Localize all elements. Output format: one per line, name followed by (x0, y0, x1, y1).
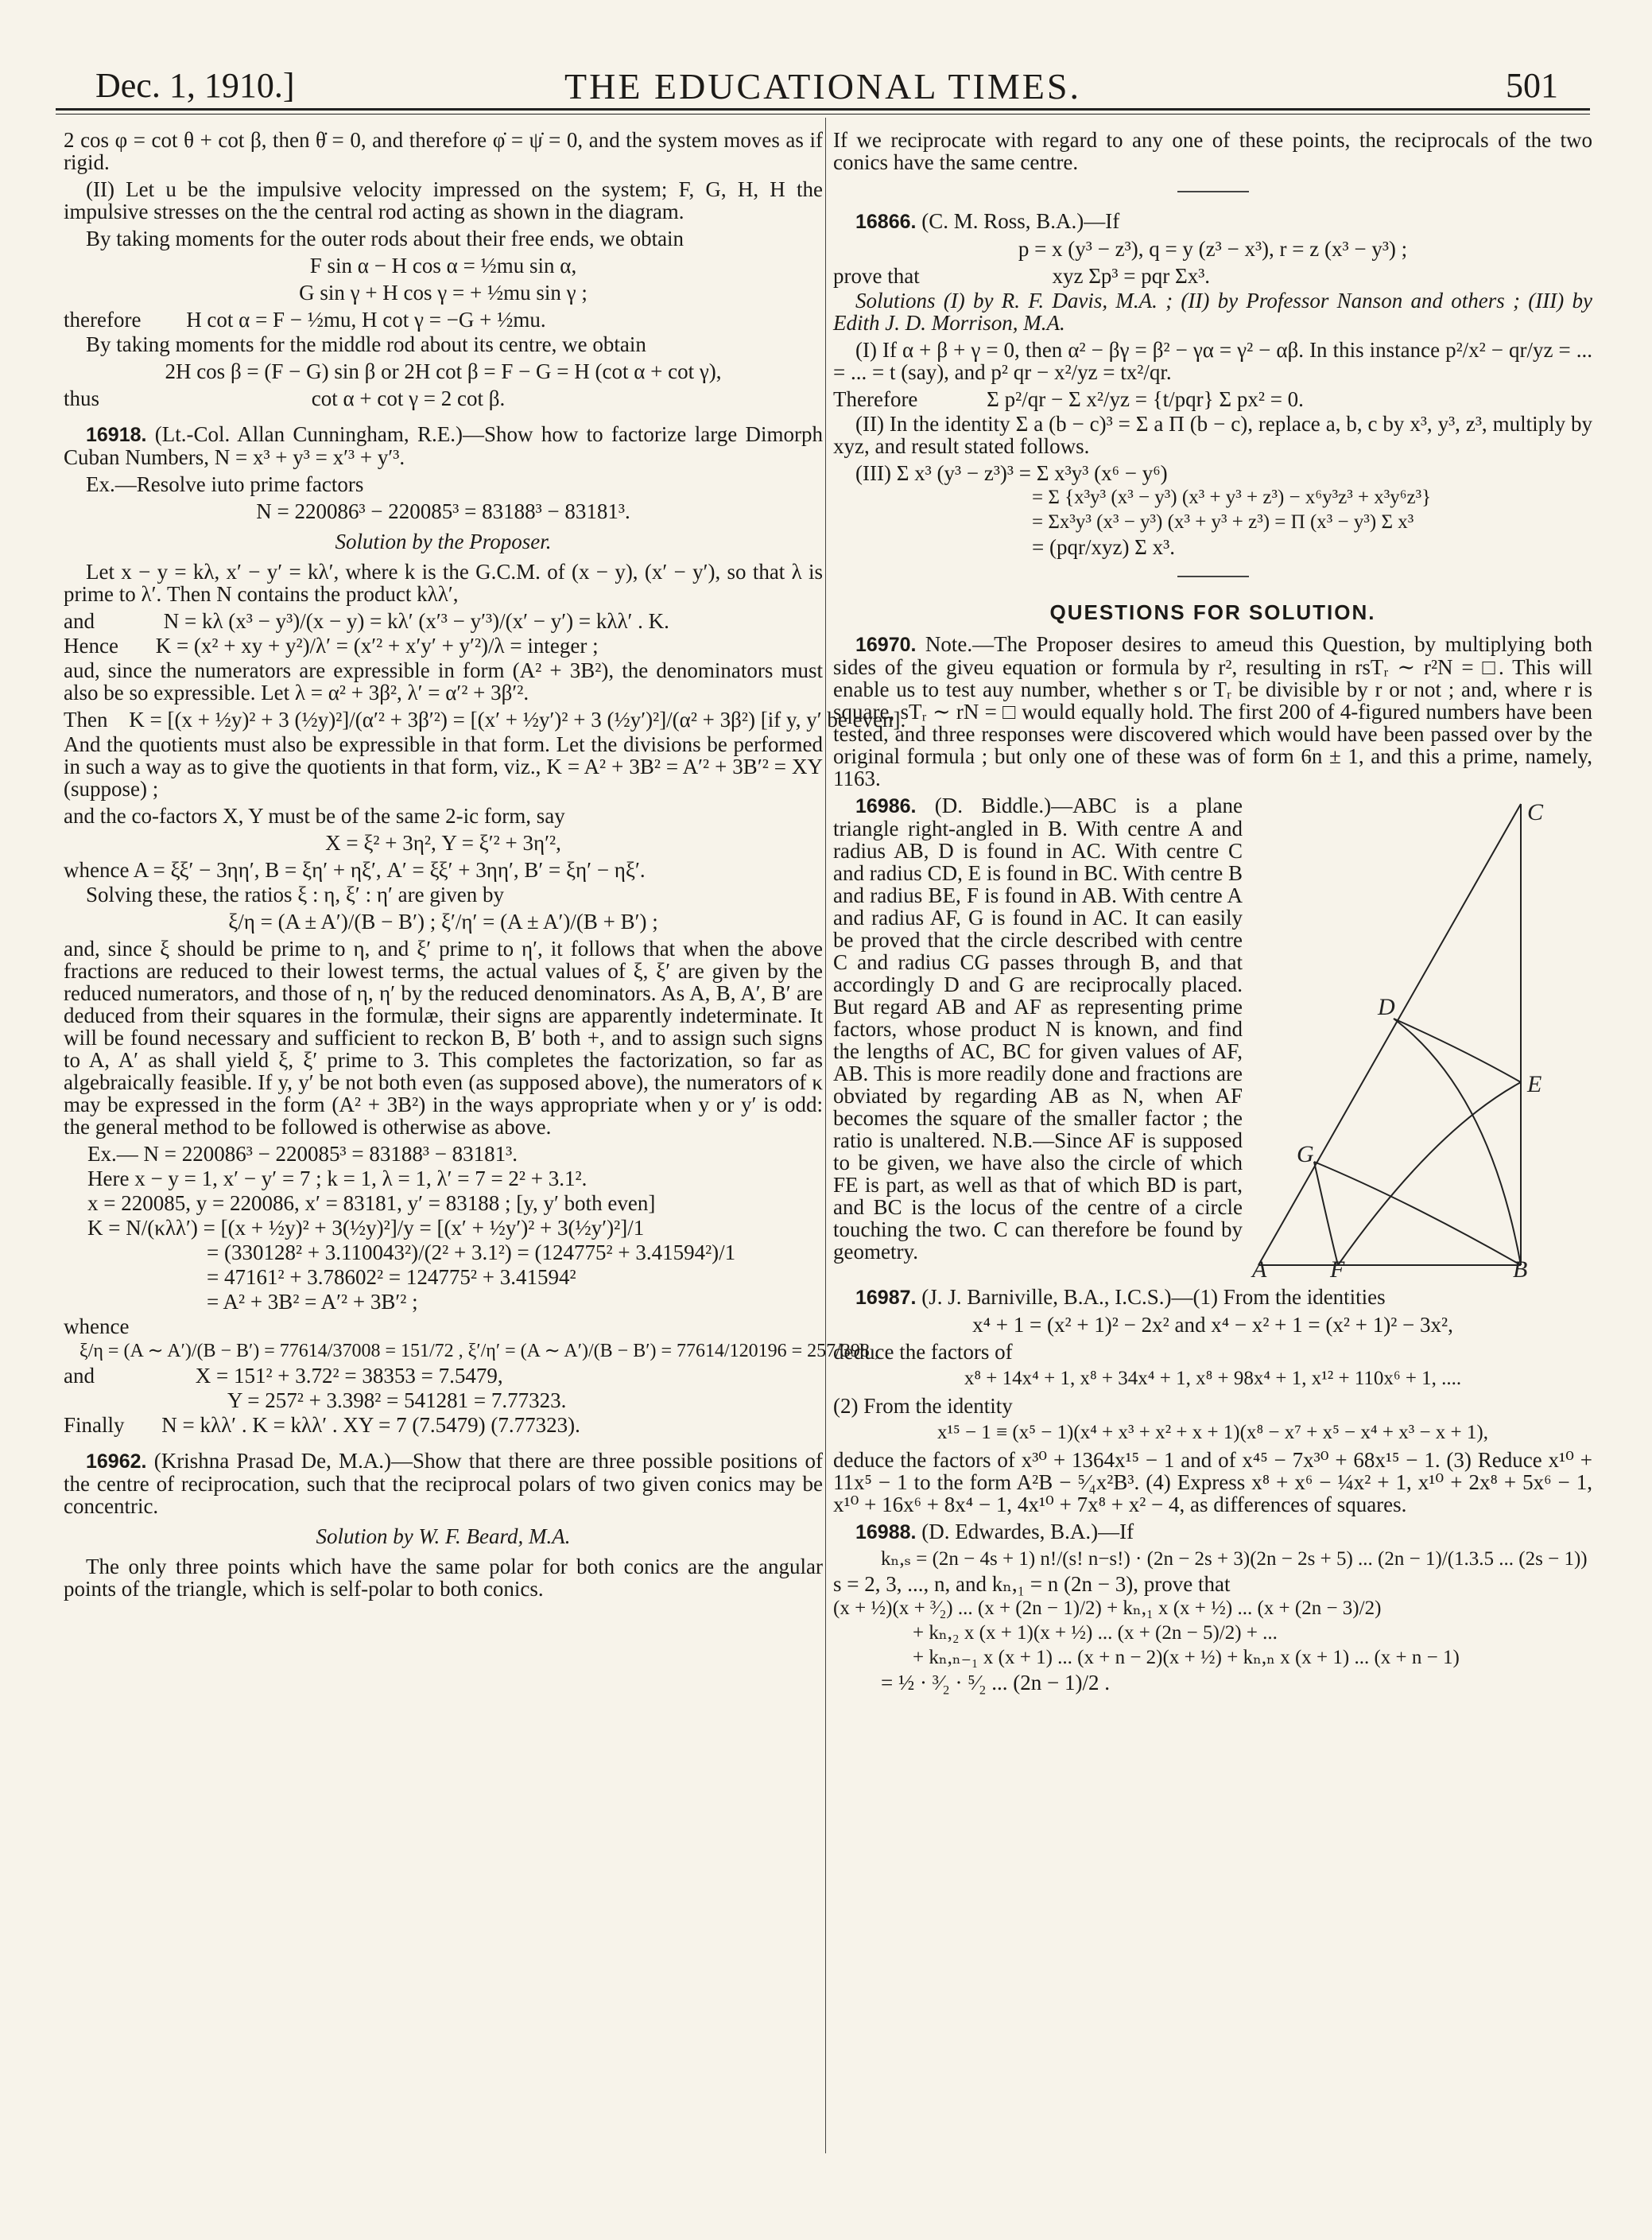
equation: N = kλ (x³ − y³)/(x − y) = kλ′ (x′³ − y′³)/(x′ − y′) = kλλ′ . K. (163, 609, 669, 633)
header-rule (56, 108, 1590, 111)
question-number: 16962. (86, 1450, 147, 1473)
equation-line (64, 610, 823, 632)
equation: X = 151² + 3.72² = 38353 = 7.5479, (195, 1364, 503, 1388)
equation: whence A = ξξ′ − 3ηη′, B = ξη′ + ηξ′, A′ = ξξ′ + 3ηη′, B′ = ξη′ − ηξ′. (64, 858, 646, 882)
paragraph: and the co-factors X, Y must be of the same 2-ic form, say (64, 804, 565, 828)
equation: Y = 257² + 3.398² = 541281 = 7.77323. (227, 1388, 567, 1412)
column-divider (825, 118, 826, 2153)
equation: x = 220085, y = 220086, x′ = 83181, y′ = 83188 ; [y, y′ both even] (87, 1191, 656, 1215)
question-text: (J. J. Barniville, B.A., I.C.S.)—(1) From the identities (921, 1285, 1386, 1309)
label: and (64, 609, 95, 633)
label-e: E (1527, 1071, 1542, 1097)
solution-heading: Solution by the Proposer. (335, 530, 552, 553)
paragraph: (I) If α + β + γ = 0, then α² − βγ = β² − γα = γ² − αβ. In this instance p²/x² − qr/yz = ... = ... = t (say), and p² qr − x²/yz = tx²/qr. (833, 338, 1592, 384)
equation: ξ/η = (A ± A′)/(B − B′) ; ξ′/η′ = (A ± A′)/(B + B′) ; (228, 910, 658, 934)
question-text: Note.—The Proposer desires to ameud this Question, by multiplying both sides of the giveu equation or formula by r², resulting in rsTᵣ ∼ r²N = □. This will enable us to test auy number, whether s or Tᵣ be divisible by r or not ; and, where r is square, sTᵣ ∼ rN = □ would equally hold. The first 200 of 4-figured numbers have been tested, and three responses were discovered which would have been passed over by the original formula ; but only one of these was of form 6n ± 1, and this a prime, namely, 1163. (833, 632, 1592, 790)
right-column (833, 129, 1592, 1696)
equation: H cot α = F − ½mu, H cot γ = −G + ½mu. (186, 308, 546, 332)
paragraph: By taking moments for the middle rod about its centre, we obtain (86, 332, 646, 356)
triangle-figure (1251, 794, 1592, 1281)
question-text: (C. M. Ross, B.A.)—If (921, 209, 1120, 233)
equation: = Σx³y³ (x³ − y³) (x³ + y³ + z³) = Π (x³ − y³) Σ x³ (1032, 511, 1414, 533)
question-text: (Lt.-Col. Allan Cunningham, R.E.)—Show how to factorize large Dimorph Cuban Numbers, N = x³ + y³ = x′³ + y′³. (64, 422, 824, 469)
equation: = ½ · ³⁄₂ · ⁵⁄₂ ... (2n − 1)/2 . (881, 1671, 1111, 1695)
arc-gb (1314, 1162, 1521, 1265)
equation: ξ/η = (A ∼ A′)/(B − B′) = 77614/37008 = 151/72 , ξ′/η′ = (A ∼ A′)/(B − B′) = 77614/120196 = 257/398 , (79, 1341, 879, 1361)
solution-heading: Solution by W. F. Beard, M.A. (316, 1524, 571, 1548)
question-text: (D. Biddle.)—ABC is a plane triangle right-angled in B. With centre A and radius AB, D is found in AC. With centre C and radius CD, E is found in BC. With centre B and radius BE, F is found in AB. With centre A and radius AF, G is found in AC. It can easily be proved that the circle described with centre C and radius CG passes through B, and that accordingly D and G are reciprocally placed. But regard AB and AF as representing prime factors, whose product N is known, and find the lengths of AC, BC for given values of AF, AB. This is more readily done and fractions are obviated by regarding AB as N, when AF becomes the square of the smaller factor ; the ratio is unaltered. N.B.—Since AF is supposed to be given, we have also the circle of which FE is part, as well as that of which BD is part, and BC is the locus of the centre of a circle touching the two. C can therefore be found by geometry. (833, 794, 1243, 1264)
question-number: 16918. (86, 424, 147, 446)
question-number: 16988. (855, 1521, 917, 1543)
equation: G sin γ + H cos γ = + ½mu sin γ ; (299, 281, 588, 305)
equation: N = kλλ′ . K = kλλ′ . XY = 7 (7.5479) (7.77323). (161, 1413, 580, 1437)
equation: = (pqr/xyz) Σ x³. (1032, 535, 1175, 559)
label: Hence (64, 634, 118, 658)
question-text: (D. Edwardes, B.A.)—If (921, 1520, 1134, 1543)
equation-line (64, 708, 906, 732)
paragraph: and, since ξ should be prime to η, and ξ′ prime to η′, it follows that when the above fractions are reduced to their lowest terms, the actual values of ξ, ξ′ are given by the reduced numerators, and those of η, η′ by the reduced denominators. As A, B, A′, B′ are deduced from their squares in the formulæ, their signs are apparently indeterminate. It will be found necessary and sufficient to reckon B, B′ both +, and to assign such signs to A, A′ as shall yield ξ, ξ′ prime to 3. This completes the factorization, so far as algebraically feasible. If y, y′ be not both even (as supposed above), the numerators of κ may be expressed in the form (A² + 3B²) in the ways appropriate when y or y′ is odd: the general method to be followed is otherwise as above. (64, 937, 823, 1139)
label: Finally (64, 1413, 125, 1437)
equation-line (64, 635, 823, 657)
equation: Ex.— N = 220086³ − 220085³ = 83188³ − 83181³. (87, 1142, 518, 1166)
label-g: G (1297, 1141, 1314, 1167)
equation-line (64, 1365, 823, 1387)
paragraph: deduce the factors of (833, 1340, 1013, 1364)
equation: + kₙ,ₙ₋₁ x (x + 1) ... (x + n − 2)(x + ½) + kₙ,ₙ x (x + 1) ... (x + n − 1) (913, 1647, 1460, 1668)
equation: Here x − y = 1, x′ − y′ = 7 ; k = 1, λ = 1, λ′ = 7 = 2² + 3.1². (87, 1167, 588, 1190)
page-header (56, 54, 1590, 110)
equation: p = x (y³ − z³), q = y (z³ − x³), r = z (x³ − y³) ; (1018, 237, 1408, 261)
journal-title: THE EDUCATIONAL TIMES. (564, 66, 1081, 107)
arc-ef (1338, 1082, 1521, 1265)
equation-line (64, 1414, 823, 1436)
paragraph: By taking moments for the outer rods about their free ends, we obtain (86, 227, 684, 250)
label: therefore (64, 308, 142, 332)
equation: = 47161² + 3.78602² = 124775² + 3.41594² (207, 1265, 576, 1289)
header-date: Dec. 1, 1910.] (95, 66, 295, 105)
label-d: D (1378, 994, 1395, 1020)
equation: F sin α − H cos α = ½mu sin α, (309, 254, 577, 278)
arc-fg (1314, 1162, 1338, 1265)
question-16988 (833, 1520, 1592, 1543)
question-number: 16970. (855, 634, 917, 656)
equation: = (330128² + 3.110043²)/(2² + 3.1²) = (124775² + 3.41594²)/1 (207, 1240, 736, 1264)
equation: N = 220086³ − 220085³ = 83188³ − 83181³. (256, 499, 630, 523)
section-heading: QUESTIONS FOR SOLUTION. (1049, 600, 1376, 624)
label: and (64, 1364, 95, 1388)
example-line: Ex.—Resolve iuto prime factors (86, 472, 364, 496)
equation: (x + ½)(x + ³⁄₂) ... (x + (2n − 1)/2) + kₙ,₁ x (x + ½) ... (x + (2n − 3)/2) (833, 1598, 1382, 1619)
equation: kₙ,ₛ = (2n − 4s + 1) n!/(s! n−s!) · (2n − 2s + 3)(2n − 2s + 5) ... (2n − 1)/(1.3.5 ... (2s − 1)) (881, 1548, 1588, 1570)
paragraph: And the quotients must also be expressible in that form. Let the divisions be performed in such a way as to give the quotients in that form, viz., K = A² + 3B² = A′² + 3B′² = XY (suppose) ; (64, 732, 823, 801)
label-b: B (1513, 1256, 1528, 1281)
label: Therefore (833, 387, 918, 411)
equation: x¹⁵ − 1 ≡ (x⁵ − 1)(x⁴ + x³ + x² + x + 1)(x⁸ − x⁷ + x⁵ − x⁴ + x³ − x + 1), (937, 1422, 1488, 1443)
equation: s = 2, 3, ..., n, and kₙ,₁ = n (2n − 3), prove that (833, 1572, 1231, 1596)
paragraph: (II) Let u be the impulsive velocity impressed on the system; F, G, H, H the impulsive stresses on the the central rod acting as shown in the diagram. (64, 177, 823, 223)
label: thus (64, 386, 100, 410)
label-f: F (1330, 1256, 1345, 1281)
question-number: 16986. (855, 795, 917, 817)
question-16962 (64, 1450, 823, 1517)
arc-bd (1394, 1019, 1521, 1265)
paragraph: (II) In the identity Σ a (b − c)³ = Σ a Π (b − c), replace a, b, c by x³, y³, z³, multiply by xyz, and result stated follows. (833, 412, 1592, 458)
solutions-credit: Solutions (I) by R. F. Davis, M.A. ; (II) by Professor Nanson and others ; (III) by Edith J. D. Morrison, M.A. (833, 289, 1592, 335)
paragraph: 2 cos φ = cot θ + cot β, then θ̇ = 0, and therefore φ̇ = ψ̇ = 0, and the system moves as if rigid. (64, 128, 823, 174)
paragraph: deduce the factors of x³⁰ + 1364x¹⁵ − 1 and of x⁴⁵ − 7x³⁰ + 68x¹⁵ − 1. (3) Reduce x¹⁰ + 11x⁵ − 1 to the form A²B − ⁵⁄₄x²B³. (4) Express x⁸ + x⁶ − ¼x² + 1, x¹⁰ + 2x⁸ + 5x⁶ − 1, x¹⁰ + 16x⁶ + 8x⁴ − 1, 4x¹⁰ + 7x⁸ + x² − 4, as differences of squares. (833, 1448, 1592, 1516)
equation: x⁸ + 14x⁴ + 1, x⁸ + 34x⁴ + 1, x⁸ + 98x⁴ + 1, x¹² + 110x⁶ + 1, .... (964, 1368, 1462, 1389)
page-number: 501 (1506, 66, 1558, 105)
question-16866 (833, 210, 1592, 233)
equation: 2H cos β = (F − G) sin β or 2H cot β = F − G = H (cot α + cot γ), (165, 359, 722, 383)
section-separator (1177, 576, 1249, 577)
question-16918 (64, 423, 823, 468)
question-text: (Krishna Prasad De, M.A.)—Show that there are three possible positions of the centre of reciprocation, such that the reciprocal polars of two given conics may be concentric. (64, 1449, 823, 1518)
equation: = A² + 3B² = A′² + 3B′² ; (207, 1290, 418, 1314)
paragraph: Solving these, the ratios ξ : η, ξ′ : η′ are given by (86, 883, 505, 906)
equation: x⁴ + 1 = (x² + 1)² − 2x² and x⁴ − x² + 1 = (x² + 1)² − 3x², (972, 1313, 1453, 1337)
question-16987 (833, 1286, 1592, 1309)
equation-line (833, 265, 1592, 287)
equation: + kₙ,₂ x (x + 1)(x + ½) ... (x + (2n − 5)/2) + ... (913, 1622, 1278, 1644)
equation: K = (x² + xy + y²)/λ′ = (x′² + x′y′ + y′²)/λ = integer ; (155, 634, 599, 658)
paragraph: The only three points which have the same polar for both conics are the angular points of the triangle, which is self-polar to both conics. (64, 1555, 823, 1601)
equation-line (833, 388, 1592, 410)
equation-line (64, 387, 823, 410)
equation-line (64, 309, 823, 331)
label-a: A (1252, 1256, 1267, 1281)
label: prove that (833, 264, 920, 288)
question-number: 16866. (855, 211, 917, 233)
paragraph: Let x − y = kλ, x′ − y′ = kλ′, where k is the G.C.M. of (x − y), (x′ − y′), so that λ is prime to λ′. Then N contains the product kλλ′, (64, 560, 823, 606)
equation: (III) Σ x³ (y³ − z³)³ = Σ x³y³ (x⁶ − y⁶) (855, 461, 1168, 485)
section-separator (1177, 191, 1249, 192)
equation: = Σ {x³y³ (x³ − y³) (x³ + y³ + z³) − x⁶y³z³ + x³y⁶z³} (1032, 487, 1432, 508)
arc-de (1394, 1019, 1521, 1082)
header-rule-thin (56, 114, 1590, 115)
label-c: C (1527, 799, 1544, 825)
question-number: 16987. (855, 1287, 917, 1309)
equation: K = N/(κλλ′) = [(x + ½y)² + 3(½y)²]/y = [(x′ + ½y′)² + 3(½y′)²]/1 (87, 1216, 645, 1240)
equation: cot α + cot γ = 2 cot β. (311, 386, 506, 410)
question-16970 (833, 633, 1592, 790)
equation: xyz Σp³ = pqr Σx³. (1052, 264, 1211, 288)
label: whence (64, 1314, 130, 1338)
equation: X = ξ² + 3η², Y = ξ′² + 3η′², (325, 831, 561, 855)
question-16986-block (833, 794, 1592, 1286)
label: Then (64, 708, 108, 732)
equation: Σ p²/qr − Σ x²/yz = {t/pqr} Σ px² = 0. (987, 387, 1304, 411)
equation: K = [(x + ½y)² + 3 (½y)²]/(α′² + 3β′²) = [(x′ + ½y′)² + 3 (½y′)²]/(α² + 3β²) [if y, y′ be even]. (129, 708, 906, 732)
paragraph: aud, since the numerators are expressible in form (A² + 3B²), the denominators must also be so expressible. Let λ = α² + 3β², λ′ = α′² + 3β′². (64, 658, 823, 705)
paragraph: If we reciprocate with regard to any one of these points, the reciprocals of the two conics have the same centre. (833, 128, 1592, 174)
paragraph: (2) From the identity (833, 1394, 1013, 1418)
